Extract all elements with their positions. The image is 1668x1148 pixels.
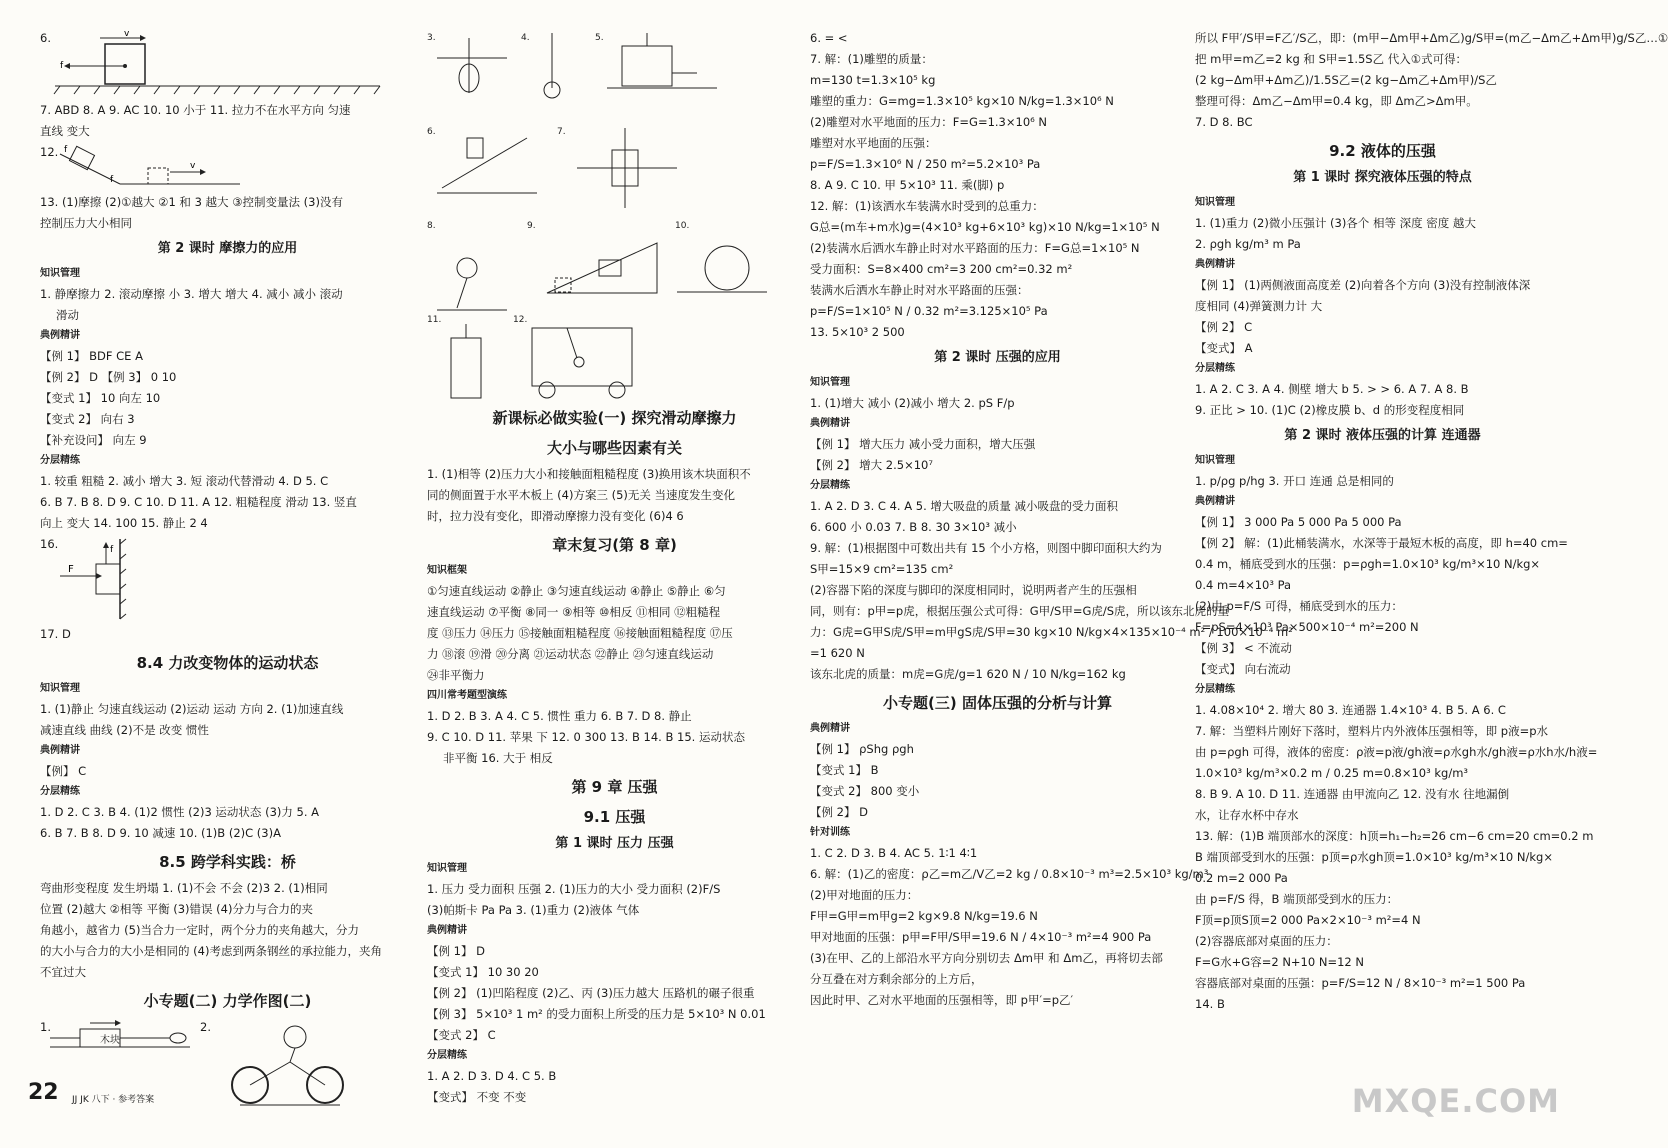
- column-4: [1195, 28, 1668, 1015]
- answer-line: 1. 较重 粗糙 2. 减小 增大 3. 短 滚动代替滑动 4. D 5. C: [40, 474, 329, 488]
- answer-line: 受力面积：S=8×400 cm²=3 200 cm²=0.32 m²: [810, 262, 1073, 276]
- answer-line: 14. B: [1195, 997, 1225, 1011]
- answer-line: 1. D 2. B 3. A 4. C 5. 惯性 重力 6. B 7. D 8. 静止: [427, 709, 692, 723]
- formula-line: 1.0×10³ kg/m³×0.2 m / 0.25 m=0.8×10³ kg/m³: [1195, 766, 1469, 780]
- answer-line: 角越小，越省力 (5)当合力一定时，两个分力的夹角越大，分力: [40, 923, 359, 937]
- answer-line: S甲=15×9 cm²=135 cm²: [810, 562, 954, 576]
- answer-line: 力 ⑱滚 ⑲滑 ⑳分离 ㉑运动状态 ㉒静止 ㉓匀速直线运动: [427, 647, 714, 661]
- question-number: 16.: [40, 537, 59, 551]
- subsection-label: 典例精讲: [40, 745, 80, 756]
- answer-line: 1. A 2. D 3. D 4. C 5. B: [427, 1069, 557, 1083]
- answer-line: ①匀速直线运动 ②静止 ③匀速直线运动 ④静止 ⑤静止 ⑥匀: [427, 584, 726, 598]
- friction-diagram-q6: [40, 28, 400, 100]
- answer-line: 【例 1】 ρShg ρgh: [810, 742, 914, 756]
- answer-line: F甲=G甲=m甲g=2 kg×9.8 N/kg=19.6 N: [810, 909, 1038, 923]
- answer-line: 1. p/ρg p/hg 3. 开口 连通 总是相同的: [1195, 474, 1394, 488]
- answer-line: (2)由 p=F/S 可得，桶底受到水的压力：: [1195, 599, 1403, 613]
- answer-line: ㉔非平衡力: [427, 668, 485, 682]
- answer-line: 7. D 8. BC: [1195, 115, 1253, 129]
- question-number: 2.: [200, 1020, 211, 1034]
- subsection-label: 知识管理: [1195, 455, 1235, 466]
- formula-line: 该东北虎的质量：m虎=G虎/g=1 620 N / 10 N/kg=162 kg: [810, 667, 1126, 681]
- answer-line: 因此时甲、乙对水平地面的压强相等，即 p甲′=p乙′: [810, 993, 1074, 1007]
- svg-text:f: f: [110, 545, 114, 555]
- answer-line: 滑动: [56, 308, 79, 322]
- section-heading: 小专题(三) 固体压强的分析与计算: [883, 694, 1112, 712]
- answer-line: 6. B 7. B 8. D 9. 10 减速 10. (1)B (2)C (3)A: [40, 826, 281, 840]
- answer-line: (3)帕斯卡 Pa Pa 3. (1)重力 (2)液体 气体: [427, 903, 640, 917]
- svg-text:9.: 9.: [527, 221, 536, 231]
- answer-line: 整理可得：Δm乙−Δm甲=0.4 kg，即 Δm乙>Δm甲。: [1195, 94, 1478, 108]
- answer-line: 【变式】 不变 不变: [427, 1090, 527, 1104]
- answer-line: =1 620 N: [810, 646, 865, 660]
- answer-line: 减速直线 曲线 (2)不是 改变 惯性: [40, 723, 209, 737]
- answer-line: 雕塑对水平地面的压强：: [810, 136, 937, 150]
- answer-line: 12. 解：(1)该洒水车装满水时受到的总重力：: [810, 199, 1044, 213]
- figure-c1-q6: [40, 28, 415, 100]
- subsection-label: 分层精练: [40, 455, 80, 466]
- watermark-text: MXQE.COM: [1351, 1082, 1560, 1120]
- subsection-label: 分层精练: [810, 480, 850, 491]
- answer-line: 1. (1)相等 (2)压力大小和接触面粗糙程度 (3)换用该木块面积不: [427, 467, 751, 481]
- answer-line: 【例 1】 增大压力 减小受力面积，增大压强: [810, 437, 1036, 451]
- formula-line: 由 p=ρgh 可得，液体的密度：ρ液=p液/gh液=ρ水gh水/gh液=ρ水h水/h液=: [1195, 745, 1598, 759]
- answer-line: 由 p=F/S 得，B 端顶部受到水的压力：: [1195, 892, 1399, 906]
- subsection-label: 知识管理: [427, 863, 467, 874]
- svg-text:12.: 12.: [513, 315, 528, 325]
- answer-line: 同的侧面置于水平木板上 (4)方案三 (5)无关 当速度发生变化: [427, 488, 736, 502]
- answer-line: 1. A 2. C 3. A 4. 侧壁 增大 b 5. > > 6. A 7. A 8. B: [1195, 382, 1469, 396]
- answer-line: 向上 变大 14. 100 15. 静止 2 4: [40, 516, 208, 530]
- answer-line: 【例 3】 < 不流动: [1195, 641, 1292, 655]
- svg-text:5.: 5.: [595, 33, 604, 43]
- question-number: 6.: [40, 31, 51, 45]
- answer-line: 【变式】 A: [1195, 341, 1253, 355]
- answer-line: 0.4 m=4×10³ Pa: [1195, 578, 1292, 592]
- formula-line: p=F/S=1×10⁵ N / 0.32 m²=3.125×10⁵ Pa: [810, 304, 1048, 318]
- answer-line: 1. (1)静止 匀速直线运动 (2)运动 运动 方向 2. (1)加速直线: [40, 702, 344, 716]
- answer-line: 13. 解：(1)B 端顶部水的深度：h顶=h₁−h₂=26 cm−6 cm=20 cm=0.2 m: [1195, 829, 1594, 843]
- answer-line: 17. D: [40, 627, 71, 641]
- answer-line: 2. ρgh kg/m³ m Pa: [1195, 237, 1301, 251]
- answer-line: 雕塑的重力：G=mg=1.3×10⁵ kg×10 N/kg=1.3×10⁶ N: [810, 94, 1114, 108]
- answer-line: 【变式】 向右流动: [1195, 662, 1291, 676]
- answer-line: 6. = <: [810, 31, 848, 45]
- formula-line: 力：G虎=G甲S虎/S甲=m甲gS虎/S甲=30 kg×10 N/kg×4×135×10⁻⁴ m² / 100×10⁻⁴ m²: [810, 625, 1293, 639]
- svg-text:8.: 8.: [427, 221, 436, 231]
- subsection-label: 典例精讲: [810, 723, 850, 734]
- answer-line: 【例】 C: [40, 764, 87, 778]
- answer-line: 【例 2】 增大 2.5×10⁷: [810, 458, 933, 472]
- section-heading: 第 2 课时 压强的应用: [934, 350, 1061, 365]
- answer-line: 非平衡 16. 大于 相反: [443, 751, 553, 765]
- subsection-label: 典例精讲: [427, 925, 467, 936]
- answer-line: B 端顶部受到水的压强：p顶=ρ水gh顶=1.0×10³ kg/m³×10 N/kg×: [1195, 850, 1553, 864]
- answer-line: 【例 1】 3 000 Pa 5 000 Pa 5 000 Pa: [1195, 515, 1402, 529]
- answer-line: 6. B 7. B 8. D 9. C 10. D 11. A 12. 粗糙程度 滑动 13. 竖直: [40, 495, 357, 509]
- answer-line: 【例 2】 (1)凹陷程度 (2)乙、丙 (3)压力越大 压路机的碾子很重: [427, 986, 755, 1000]
- section-heading: 9.2 液体的压强: [1329, 142, 1436, 160]
- answer-line: 6. 600 小 0.03 7. B 8. 30 3×10³ 减小: [810, 520, 1017, 534]
- answer-line: 9. C 10. D 11. 苹果 下 12. 0 300 13. B 14. B 15. 运动状态: [427, 730, 745, 744]
- section-heading: 第 1 课时 探究液体压强的特点: [1293, 170, 1472, 185]
- subsection-label: 针对训练: [810, 827, 850, 838]
- question-number: 12.: [40, 145, 59, 159]
- formula-line: 6. 解：(1)乙的密度：ρ乙=m乙/V乙=2 kg / 0.8×10⁻³ m³=2.5×10³ kg/m³: [810, 867, 1209, 881]
- answer-line: 1. (1)重力 (2)微小压强计 (3)各个 相等 深度 密度 越大: [1195, 216, 1476, 230]
- answer-line: 装满水后洒水车静止时对水平路面的压强：: [810, 283, 1029, 297]
- answer-line: 7. 解：(1)雕塑的质量：: [810, 52, 933, 66]
- answer-line: (2)装满水后洒水车静止时对水平路面的压力：F=G总=1×10⁵ N: [810, 241, 1140, 255]
- svg-text:f: f: [64, 145, 68, 155]
- answer-line: 【变式 2】 向右 3: [40, 412, 135, 426]
- svg-text:F: F: [68, 564, 74, 575]
- section-heading: 第 2 课时 液体压强的计算 连通器: [1284, 428, 1481, 443]
- answer-line: 【例 2】 D: [810, 805, 868, 819]
- subsection-label: 知识管理: [810, 377, 850, 388]
- page-number: 22: [28, 1080, 59, 1105]
- answer-line: 1. 静摩擦力 2. 滚动摩擦 小 3. 增大 增大 4. 减小 减小 滚动: [40, 287, 343, 301]
- figure-c1-q16: [40, 534, 415, 624]
- answer-line: G总=(m车+m水)g=(4×10³ kg+6×10³ kg)×10 N/kg=1×10⁵ N: [810, 220, 1160, 234]
- section-heading: 第 1 课时 压力 压强: [555, 836, 674, 851]
- answer-line: 8. A 9. C 10. 甲 5×10³ 11. 乘(脚) p: [810, 178, 1005, 192]
- svg-text:v: v: [190, 161, 196, 171]
- answer-line: 【例 1】 (1)两侧液面高度差 (2)向着各个方向 (3)没有控制液体深: [1195, 278, 1531, 292]
- subsection-label: 知识管理: [40, 268, 80, 279]
- formula-line: 容器底部对桌面的压强：p=F/S=12 N / 8×10⁻³ m²=1 500 Pa: [1195, 976, 1526, 990]
- formula-line: 所以 F甲′/S甲=F乙′/S乙，即：(m甲−Δm甲+Δm乙)g/S甲=(m乙−Δm乙+Δm甲)g/S乙…①: [1195, 31, 1668, 45]
- svg-text:f: f: [60, 61, 64, 71]
- answer-line: (2)容器底部对桌面的压力：: [1195, 934, 1338, 948]
- subsection-label: 知识管理: [1195, 197, 1235, 208]
- section-heading: 9.1 压强: [583, 808, 646, 826]
- section-heading: 大小与哪些因素有关: [546, 439, 682, 457]
- formula-line: 甲对地面的压强：p甲=F甲/S甲=19.6 N / 4×10⁻³ m²=4 900 Pa: [810, 930, 1152, 944]
- answer-line: (3)在甲、乙的上部沿水平方向分别切去 Δm甲 和 Δm乙，再将切去部: [810, 951, 1163, 965]
- svg-text:6.: 6.: [427, 127, 436, 137]
- subsection-label: 知识框架: [427, 565, 467, 576]
- subsection-label: 分层精练: [427, 1050, 467, 1061]
- answer-line: 速直线运动 ⑦平衡 ⑧同一 ⑨相等 ⑩相反 ⑪相同 ⑫粗糙程: [427, 605, 721, 619]
- formula-line: p=F/S=1.3×10⁶ N / 250 m²=5.2×10³ Pa: [810, 157, 1041, 171]
- formula-line: (2 kg−Δm甲+Δm乙)/1.5S乙=(2 kg−Δm乙+Δm甲)/S乙: [1195, 73, 1497, 87]
- subsection-label: 分层精练: [1195, 684, 1235, 695]
- column-1: [40, 28, 415, 1107]
- answer-line: 9. 正比 > 10. (1)C (2)橡皮膜 b、d 的形变程度相同: [1195, 403, 1465, 417]
- answer-line: 度 ⑬压力 ⑭压力 ⑮接触面粗糙程度 ⑯接触面粗糙程度 ⑰压: [427, 626, 733, 640]
- answer-line: 13. 5×10³ 2 500: [810, 325, 905, 339]
- wall-block-diagram-q16: [40, 534, 240, 624]
- svg-text:3.: 3.: [427, 33, 436, 43]
- svg-text:f: f: [110, 175, 114, 185]
- answer-line: 【例 1】 D: [427, 944, 485, 958]
- section-heading: 新课标必做实验(一) 探究滑动摩擦力: [492, 409, 737, 427]
- answer-line: 1. C 2. D 3. B 4. AC 5. 1∶1 4∶1: [810, 846, 978, 860]
- section-heading: 8.5 跨学科实践：桥: [159, 853, 296, 871]
- answer-line: (2)雕塑对水平地面的压力：F=G=1.3×10⁶ N: [810, 115, 1048, 129]
- answer-line: 8. B 9. A 10. D 11. 连通器 由甲流向乙 12. 没有水 往地漏倒: [1195, 787, 1510, 801]
- svg-text:7.: 7.: [557, 127, 566, 137]
- answer-line: m=130 t=1.3×10⁵ kg: [810, 73, 936, 87]
- slope-diagram-q12: [40, 142, 400, 192]
- block-label: 木块: [100, 1035, 120, 1046]
- answer-line: F顶=p顶S顶=2 000 Pa×2×10⁻³ m²=4 N: [1195, 913, 1421, 927]
- answer-line: 1. A 2. D 3. C 4. A 5. 增大吸盘的质量 减小吸盘的受力面积: [810, 499, 1119, 513]
- subsection-label: 分层精练: [40, 786, 80, 797]
- answer-line: 1. D 2. C 3. B 4. (1)2 惯性 (2)3 运动状态 (3)力 5. A: [40, 805, 320, 819]
- subsection-label: 典例精讲: [40, 330, 80, 341]
- chapter-heading: 第 9 章 压强: [571, 778, 658, 796]
- answer-line: 同，则有：p甲=p虎，根据压强公式可得：G甲/S甲=G虎/S虎，所以该东北虎的重: [810, 604, 1230, 618]
- answer-line: 分互叠在对方剩余部分的上方后，: [810, 972, 983, 986]
- page-footer: JJ JK 八下 · 参考答案: [72, 1095, 155, 1105]
- answer-line: F=pS=4×10³ Pa×500×10⁻⁴ m²=200 N: [1195, 620, 1419, 634]
- answer-line: 【变式 1】 10 30 20: [427, 965, 539, 979]
- column-2: [427, 28, 802, 1108]
- answer-line: 【变式 1】 B: [810, 763, 879, 777]
- answer-line: 1. 压力 受力面积 压强 2. (1)压力的大小 受力面积 (2)F/S: [427, 882, 721, 896]
- answer-line: 【变式 2】 800 变小: [810, 784, 920, 798]
- answer-line: 把 m甲=m乙=2 kg 和 S甲=1.5S乙 代入①式可得：: [1195, 52, 1468, 66]
- answer-line: 1. (1)增大 减小 (2)减小 增大 2. pS F/p: [810, 396, 1015, 410]
- answer-line: 不宜过大: [40, 965, 86, 979]
- answer-line: 7. 解：当塑料片刚好下落时，塑料片内外液体压强相等，即 p液=p水: [1195, 724, 1549, 738]
- section-heading: 小专题(二) 力学作图(二): [143, 992, 312, 1010]
- answer-line: 【补充设问】 向左 9: [40, 433, 147, 447]
- answer-line: F=G水+G容=2 N+10 N=12 N: [1195, 955, 1364, 969]
- answer-line: 13. (1)摩擦 (2)①越大 ②1 和 3 越大 ③控制变量法 (3)没有: [40, 195, 343, 209]
- answer-line: 水，让存水杯中存水: [1195, 808, 1299, 822]
- answer-line: 【变式 2】 C: [427, 1028, 496, 1042]
- answer-line: 7. ABD 8. A 9. AC 10. 10 小于 11. 拉力不在水平方向 匀速: [40, 103, 351, 117]
- answer-line: 时，拉力没有变化，即滑动摩擦力没有变化 (6)4 6: [427, 509, 684, 523]
- svg-text:10.: 10.: [675, 221, 690, 231]
- subsection-label: 分层精练: [1195, 363, 1235, 374]
- section-heading: 8.4 力改变物体的运动状态: [136, 654, 319, 672]
- subsection-label: 典例精讲: [1195, 259, 1235, 270]
- answer-line: 位置 (2)越大 ②相等 平衡 (3)错误 (4)分力与合力的夹: [40, 902, 313, 916]
- answer-line: 【变式 1】 10 向左 10: [40, 391, 161, 405]
- answer-line: 直线 变大: [40, 124, 90, 138]
- question-number: 1.: [40, 1020, 51, 1034]
- answer-line: 【例 3】 5×10³ 1 m² 的受力面积上所受的压力是 5×10³ N 0.01: [427, 1007, 766, 1021]
- answer-line: 9. 解：(1)根据图中可数出共有 15 个小方格，则图中脚印面积大约为: [810, 541, 1162, 555]
- answer-line: (2)甲对地面的压力：: [810, 888, 919, 902]
- answer-line: (2)容器下陷的深度与脚印的深度相同时，说明两者产生的压强相: [810, 583, 1137, 597]
- section-heading: 第 2 课时 摩擦力的应用: [157, 241, 298, 256]
- figure-c1-q12: [40, 142, 415, 192]
- subsection-label: 知识管理: [40, 683, 80, 694]
- answer-line: 0.2 m=2 000 Pa: [1195, 871, 1288, 885]
- subsection-label: 典例精讲: [810, 418, 850, 429]
- subsection-label: 四川常考题型演练: [427, 690, 507, 701]
- answer-line: 控制压力大小相同: [40, 216, 132, 230]
- answer-line: 【例 2】 解：(1)此桶装满水，水深等于最短木板的高度，即 h=40 cm=: [1195, 536, 1568, 550]
- answer-line: 1. 4.08×10⁴ 2. 增大 80 3. 连通器 1.4×10³ 4. B 5. A 6. C: [1195, 703, 1506, 717]
- force-diagram-figures: [427, 28, 797, 400]
- answer-line: 的大小与合力的大小是相同的 (4)考虑到两条钢丝的承拉能力，夹角: [40, 944, 382, 958]
- answer-line: 弯曲形变程度 发生坍塌 1. (1)不会 不会 (2)3 2. (1)相同: [40, 881, 328, 895]
- answer-line: 【例 2】 C: [1195, 320, 1253, 334]
- svg-text:11.: 11.: [427, 315, 442, 325]
- answer-line: 0.4 m，桶底受到水的压强：p=ρgh=1.0×10³ kg/m³×10 N/kg×: [1195, 557, 1541, 571]
- answer-line: 【例 1】 BDF CE A: [40, 349, 143, 363]
- answer-line: 【例 2】 D 【例 3】 0 10: [40, 370, 177, 384]
- answer-line: 度相同 (4)弹簧测力计 大: [1195, 299, 1323, 313]
- svg-text:v: v: [124, 29, 130, 39]
- section-heading: 章末复习(第 8 章): [552, 536, 677, 554]
- svg-text:4.: 4.: [521, 33, 530, 43]
- subsection-label: 典例精讲: [1195, 496, 1235, 507]
